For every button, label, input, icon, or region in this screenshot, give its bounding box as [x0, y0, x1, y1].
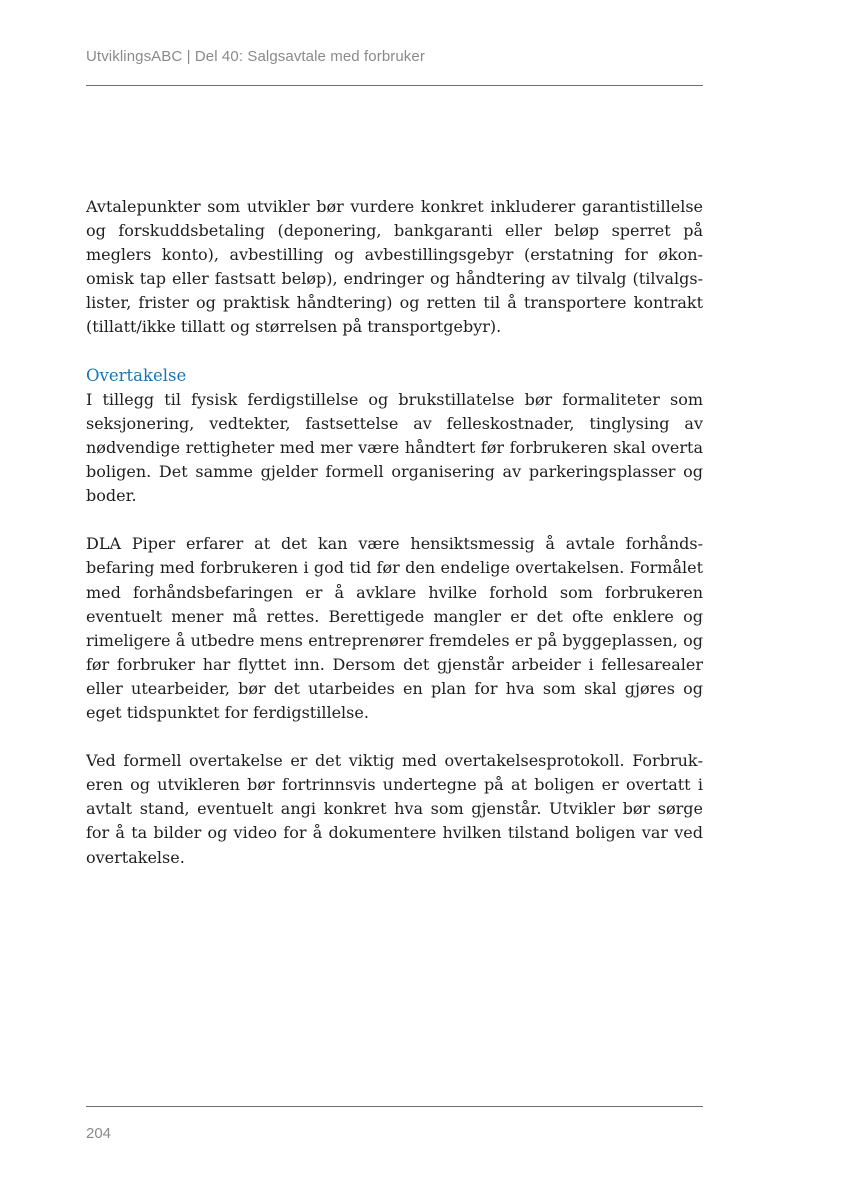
body-paragraph: I tillegg til fysisk ferdigstillelse og brukstillatelse bør formaliteter som seksjonering, vedtekter, fastsettelse av felleskostnader, tinglysing av nødvendige rettigheter med mer være håndtert før forbrukeren skal overta boligen. Det samme gjelder formell organisering av parkeringsplasser og boder. — [86, 389, 703, 506]
page-number: 204 — [86, 1125, 112, 1142]
section-heading: Overtakelse — [86, 365, 187, 385]
body-paragraph: Avtalepunkter som utvikler bør vurdere konkret inkluderer garantistillelse og forskuddsbetaling (deponering, bankgaranti eller beløp sperret på meglers konto), avbestilling og avbestillingsgebyr (erstatning for økonomisk tap eller fastsatt beløp), endringer og håndtering av tilvalg (tilvalgslister, frister og praktisk håndtering) og retten til å transportere kontrakt (tillatt/ikke tillatt og størrelsen på transportgebyr). — [86, 197, 703, 337]
body-paragraph: Ved formell overtakelse er det viktig med overtakelsesprotokoll. Forbrukeren og utvikleren bør fortrinnsvis undertegne på at boligen er overtatt i avtalt stand, eventuelt angi konkret hva som gjenstår. Utvikler bør sørge for å ta bilder og video for å dokumentere hvilken tilstand boligen var ved overtakelse. — [86, 751, 703, 867]
page-body — [86, 195, 703, 894]
footer-divider — [86, 1106, 703, 1107]
body-paragraph: DLA Piper erfarer at det kan være hensiktsmessig å avtale forhåndsbefaring med forbrukeren i god tid før den endelige overtakelsen. Formålet med forhåndsbefaringen er å avklare hvilke forhold som forbrukeren eventuelt mener må rettes. Berettigede mangler er det ofte enklere og rimeligere å utbedre mens entreprenører fremdeles er på byggeplassen, og før forbruker har flyttet inn. Dersom det gjenstår arbeider i fellesarealer eller utearbeider, bør det utarbeides en plan for hva som skal gjøres og eget tidspunktet for ferdigstillelse. — [86, 534, 703, 722]
running-header: UtviklingsABC | Del 40: Salgsavtale med forbruker — [86, 48, 425, 65]
header-divider — [86, 85, 703, 86]
